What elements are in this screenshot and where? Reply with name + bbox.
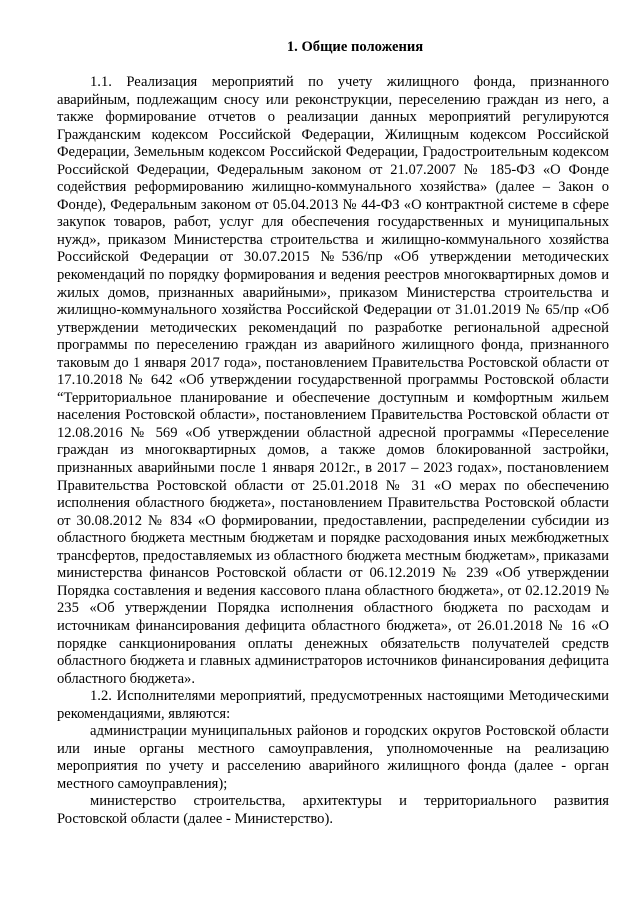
paragraph-1-2: 1.2. Исполнителями мероприятий, предусмотренных настоящими Методическими рекомендациями, являются: xyxy=(57,688,609,722)
paragraph-executor-ministry: министерство строительства, архитектуры и территориального развития Ростовской области (далее - Министерство). xyxy=(57,793,609,827)
section-heading: 1. Общие положения xyxy=(286,39,424,55)
paragraph-1-1: 1.1. Реализация мероприятий по учету жилищного фонда, признанного аварийным, подлежащим сносу или реконструкции, переселению граждан из него, а также формирование отчетов о реализации данных мероприятий регулируются Гражданским кодексом Российской Федерации, Жилищным кодексом Российской Федерации, Земельным кодексом Российской Федерации, Градостроительным кодексом Российской Федерации, Федеральным законом от 21.07.2007 № 185-ФЗ «О Фонде содействия реформированию жилищно-коммунального хозяйства» (далее – Закон о Фонде), Федеральным законом от 05.04.2013 № 44-ФЗ «О контрактной системе в сфере закупок товаров, работ, услуг для обеспечения государственных и муниципальных нужд», приказом Министерства строительства и жилищно-коммунального хозяйства Российской Федерации от 30.07.2015 №536/пр «Об утверждении методических рекомендаций по порядку формирования и ведения реестров многоквартирных домов и жилых домов, признанных аварийными», приказом Министерства строительства и жилищно-коммунального хозяйства Российской Федерации от 31.01.2019 № 65/пр «Об утверждении методических рекомендаций по разработке региональной адресной программы по переселению граждан из аварийного жилищного фонда, признанного таковым до 1 января 2017 года», постановлением Правительства Ростовской области от 17.10.2018 № 642 «Об утверждении государственной программы Ростовской области “Территориальное планирование и обеспечение доступным и комфортным жильем населения Ростовской области», постановлением Правительства Ростовской области от 12.08.2016 № 569 «Об утверждении областной адресной программы «Переселение граждан из многоквартирных домов, а также домов блокированной застройки, признанных аварийными после 1 января 2012г., в 2017 – 2023 годах», постановлением Правительства Ростовской области от 25.01.2018 № 31 «О мерах по обеспечению исполнения областного бюджета», постановлением Правительства Ростовской области от 30.08.2012 № 834 «О формировании, предоставлении, распределении субсидии из областного бюджета местным бюджетам и порядке расходования иных межбюджетных трансфертов, предоставляемых из областного бюджета местным бюджетам», приказами министерства финансов Ростовской области от 06.12.2019 № 239 «Об утверждении Порядка составления и ведения кассового плана областного бюджета», от 02.12.2019 № 235 «Об утверждении Порядка исполнения областного бюджета по расходам и источникам финансирования дефицита областного бюджета», от 26.01.2018 № 16 «О порядке санкционирования оплаты денежных обязательств получателей средств областного бюджета и главных администраторов источников финансирования дефицита областного бюджета». xyxy=(57,74,609,687)
document-page xyxy=(57,38,609,829)
paragraph-executor-municipal: администрации муниципальных районов и городских округов Ростовской области или иные органы местного самоуправления, уполномоченные на реализацию мероприятия по учету и расселению аварийного жилищного фонда (далее - орган местного самоуправления); xyxy=(57,723,609,792)
